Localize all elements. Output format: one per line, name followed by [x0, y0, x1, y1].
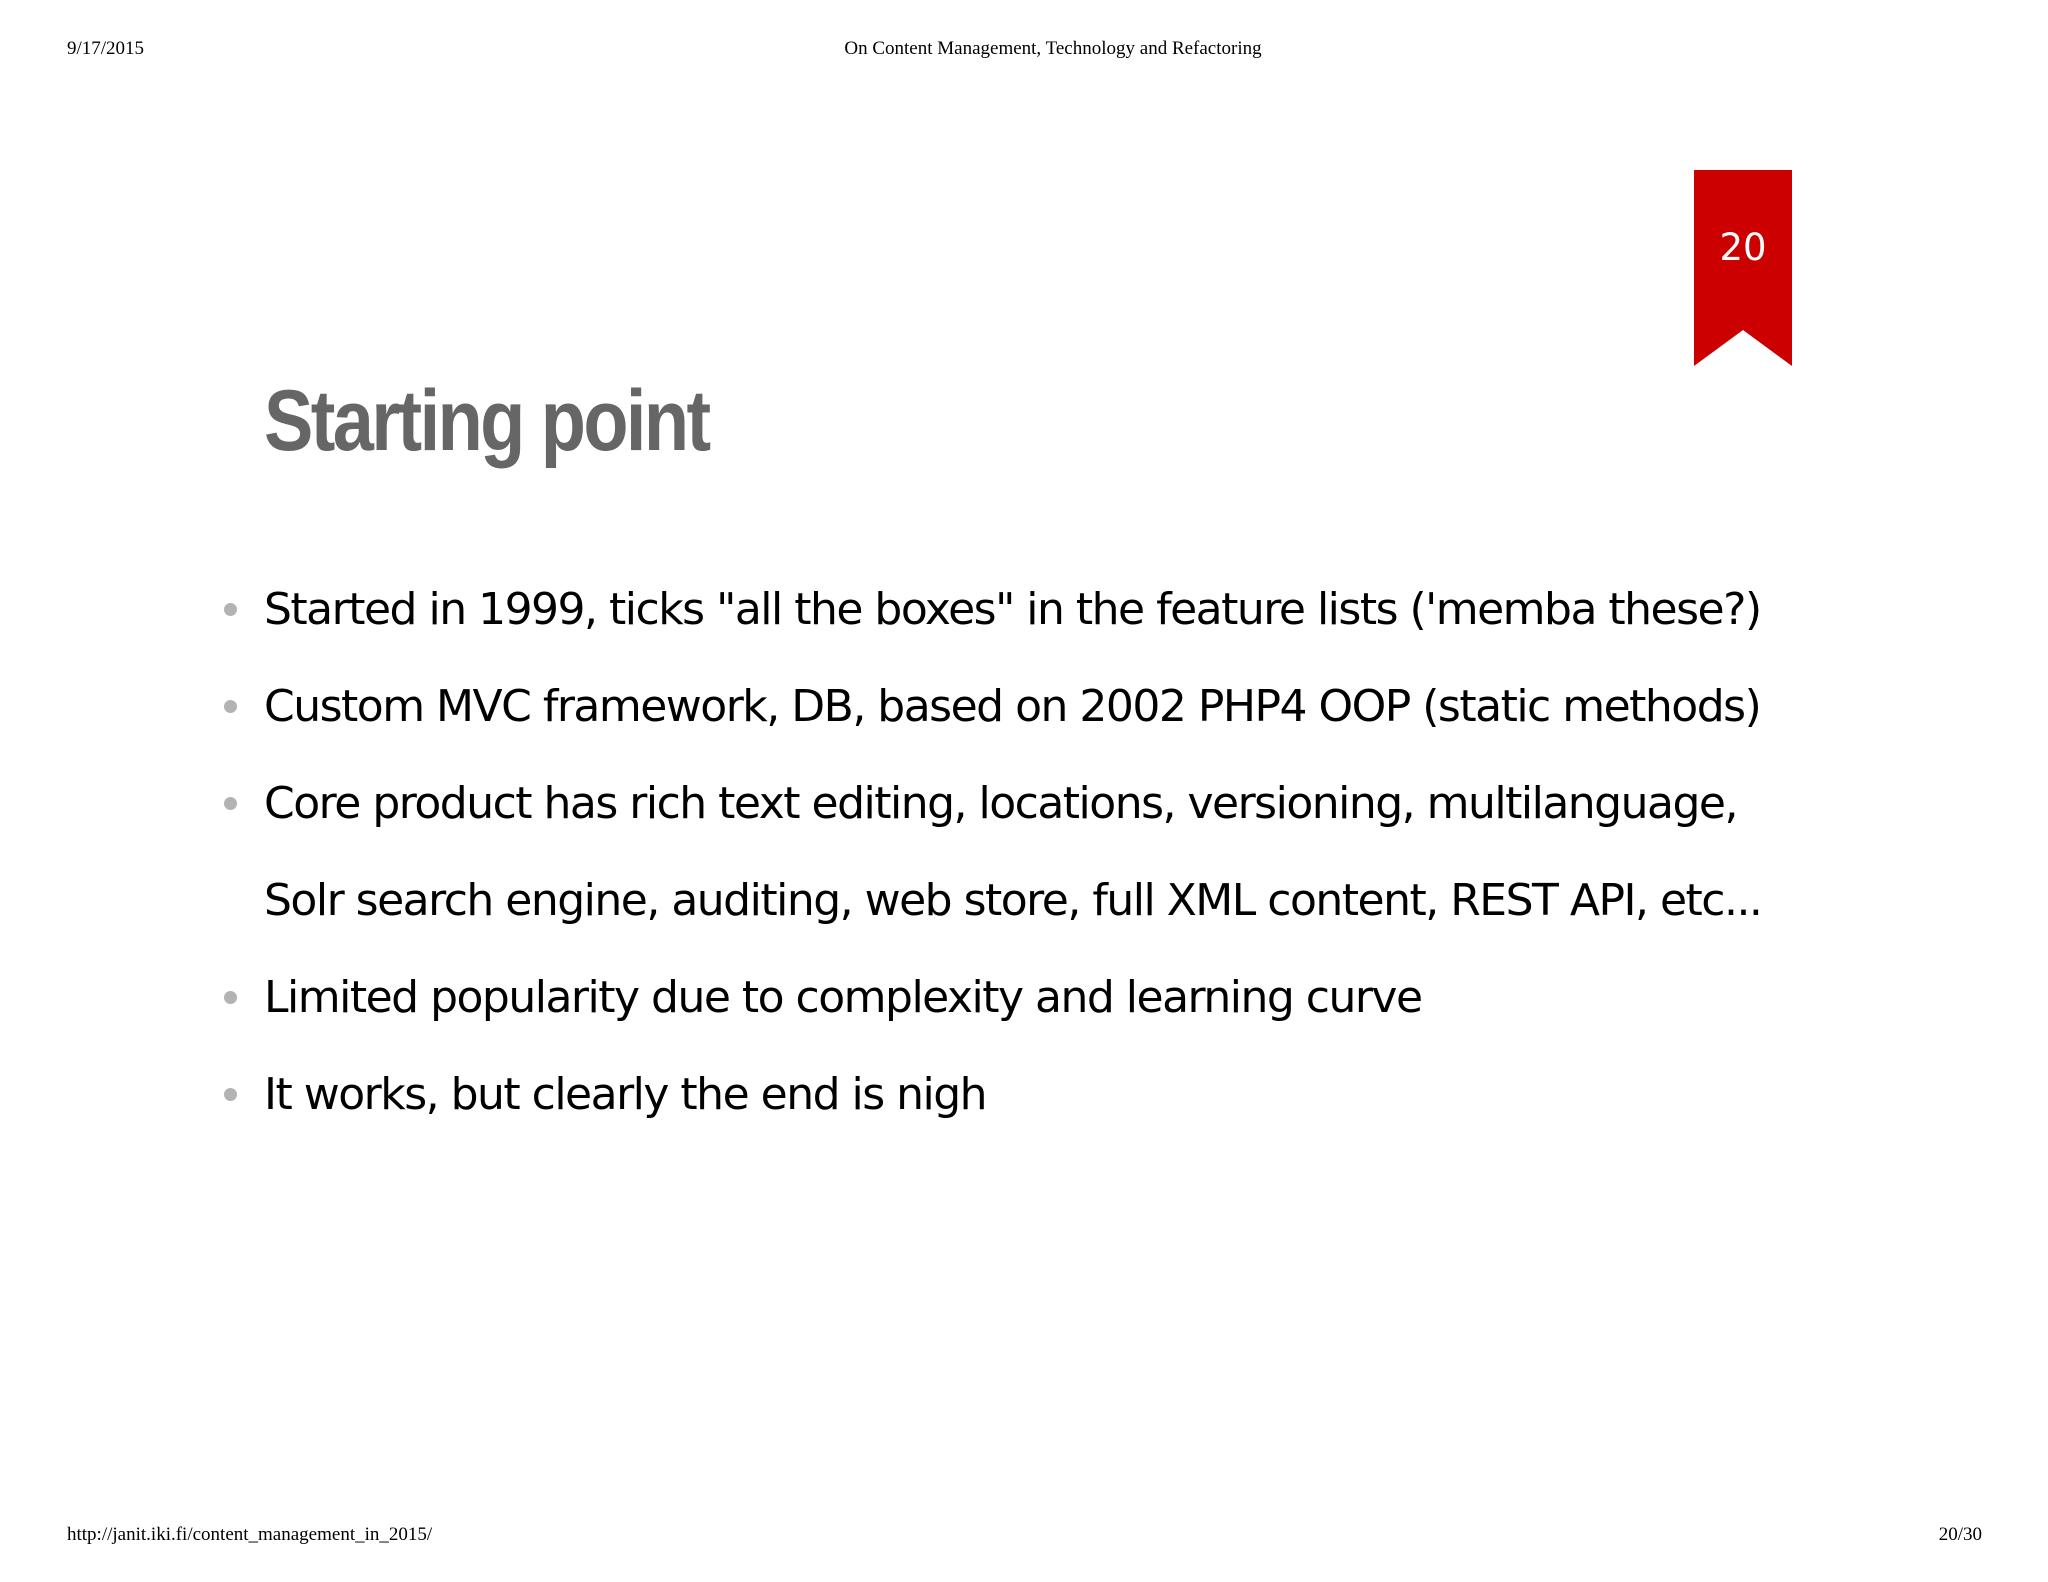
print-url: http://janit.iki.fi/content_management_in_2015/ [67, 1524, 433, 1545]
print-page-number: 20/30 [1938, 1524, 1982, 1545]
bullet-item [210, 949, 1830, 1046]
bullet-text: It works, but clearly the end is nigh [264, 1069, 987, 1120]
slide-number: 20 [1719, 226, 1767, 269]
bullet-icon [224, 1088, 237, 1101]
bullet-item [210, 658, 1830, 755]
slide-number-ribbon [1694, 170, 1792, 366]
slide-title: Starting point [264, 373, 709, 469]
print-date: 9/17/2015 [67, 38, 145, 59]
bullet-icon [224, 797, 237, 810]
print-footer [0, 1524, 2048, 1550]
bullet-text: Limited popularity due to complexity and learning curve [264, 972, 1422, 1023]
bullet-item [210, 561, 1830, 658]
print-document-title: On Content Management, Technology and Refactoring [844, 38, 1262, 59]
bullet-item [210, 1046, 1830, 1143]
bullet-text-wrapped: Core product has rich text editing, locations, versioning, multilanguage, Solr search engine, auditing, web store, full XML content, REST API, etc... [264, 778, 1762, 926]
bullet-text: Started in 1999, ticks "all the boxes" in the feature lists ('memba these?) [264, 584, 1761, 635]
bullet-list [210, 561, 1830, 1143]
bullet-icon [224, 991, 237, 1004]
bullet-text: Custom MVC framework, DB, based on 2002 PHP4 OOP (static methods) [264, 681, 1761, 732]
bullet-icon [224, 603, 237, 616]
bullet-item [210, 755, 1830, 949]
print-header [0, 38, 2048, 64]
bullet-icon [224, 700, 237, 713]
